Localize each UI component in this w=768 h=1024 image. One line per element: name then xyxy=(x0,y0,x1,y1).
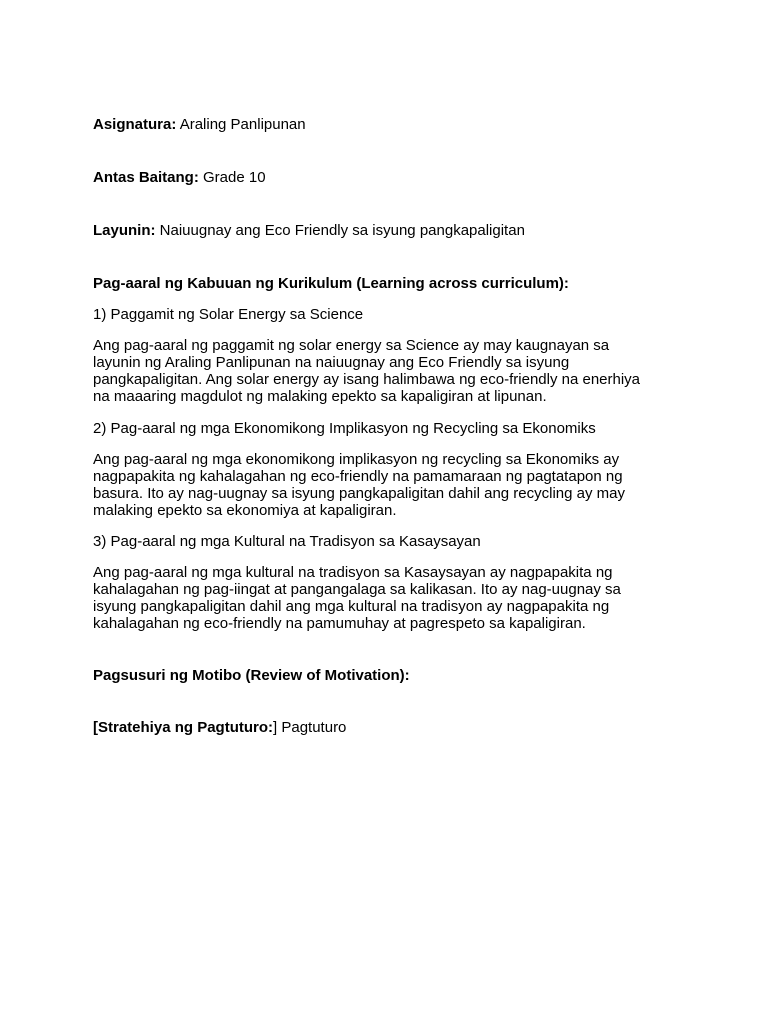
curriculum-item-title: 1) Paggamit ng Solar Energy sa Science xyxy=(93,306,364,323)
paragraph-line: layunin ng Araling Panlipunan na naiuugnay ang Eco Friendly sa isyung xyxy=(93,354,570,371)
curriculum-item-paragraph xyxy=(93,451,673,519)
paragraph-line: Ang pag-aaral ng mga kultural na tradisyon sa Kasaysayan ay nagpapakita ng xyxy=(93,564,613,581)
paragraph-line: nagpapakita ng kahalagahan ng eco-friendly na pamamaraan ng pagtatapon ng xyxy=(93,468,623,485)
strategy-line xyxy=(93,719,346,736)
curriculum-item-title: 3) Pag-aaral ng mga Kultural na Tradisyon sa Kasaysayan xyxy=(93,533,481,550)
motivation-heading-text: Pagsusuri ng Motibo (Review of Motivation): xyxy=(93,667,410,684)
grade-value: Grade 10 xyxy=(203,169,266,186)
grade-line xyxy=(93,169,266,186)
subject-label: Asignatura: xyxy=(93,116,177,133)
subject-line xyxy=(93,116,306,133)
paragraph-line: Ang pag-aaral ng mga ekonomikong implikasyon ng recycling sa Ekonomiks ay xyxy=(93,451,620,468)
paragraph-line: malaking epekto sa ekonomiya at kapaligiran. xyxy=(93,502,397,519)
objective-label: Layunin: xyxy=(93,222,156,239)
curriculum-item-paragraph xyxy=(93,564,673,632)
objective-line xyxy=(93,222,525,239)
strategy-bracket-close: ] xyxy=(273,719,278,736)
curriculum-item-paragraph xyxy=(93,337,673,405)
strategy-bracket-open: [ xyxy=(93,719,98,736)
paragraph-line: kahalagahan ng pag-iingat at pangangalaga sa kalikasan. Ito ay nag-uugnay sa xyxy=(93,581,621,598)
paragraph-line: isyung pangkapaligitan dahil ang mga kultural na tradisyon ay nagpapakita ng xyxy=(93,598,610,615)
paragraph-line: na maaaring magdulot ng malaking epekto sa kapaligiran at lipunan. xyxy=(93,388,547,405)
strategy-value: Pagtuturo xyxy=(277,719,347,736)
paragraph-line: Ang pag-aaral ng paggamit ng solar energy sa Science ay may kaugnayan sa xyxy=(93,337,610,354)
curriculum-item-title: 2) Pag-aaral ng mga Ekonomikong Implikasyon ng Recycling sa Ekonomiks xyxy=(93,420,596,437)
grade-label: Antas Baitang: xyxy=(93,169,199,186)
paragraph-line: basura. Ito ay nag-uugnay sa isyung pangkapaligitan dahil ang recycling ay may xyxy=(93,485,626,502)
objective-value: Naiuugnay ang Eco Friendly sa isyung pangkapaligitan xyxy=(159,222,525,239)
paragraph-line: pangkapaligitan. Ang solar energy ay isang halimbawa ng eco-friendly na enerhiya xyxy=(93,371,641,388)
curriculum-heading xyxy=(93,275,569,292)
strategy-label: Stratehiya ng Pagtuturo: xyxy=(98,719,274,736)
subject-value: Araling Panlipunan xyxy=(179,116,306,133)
motivation-heading xyxy=(93,667,410,684)
curriculum-heading-text: Pag-aaral ng Kabuuan ng Kurikulum (Learning across curriculum): xyxy=(93,275,569,292)
paragraph-line: kahalagahan ng eco-friendly na pamumuhay at pagrespeto sa kapaligiran. xyxy=(93,615,586,632)
